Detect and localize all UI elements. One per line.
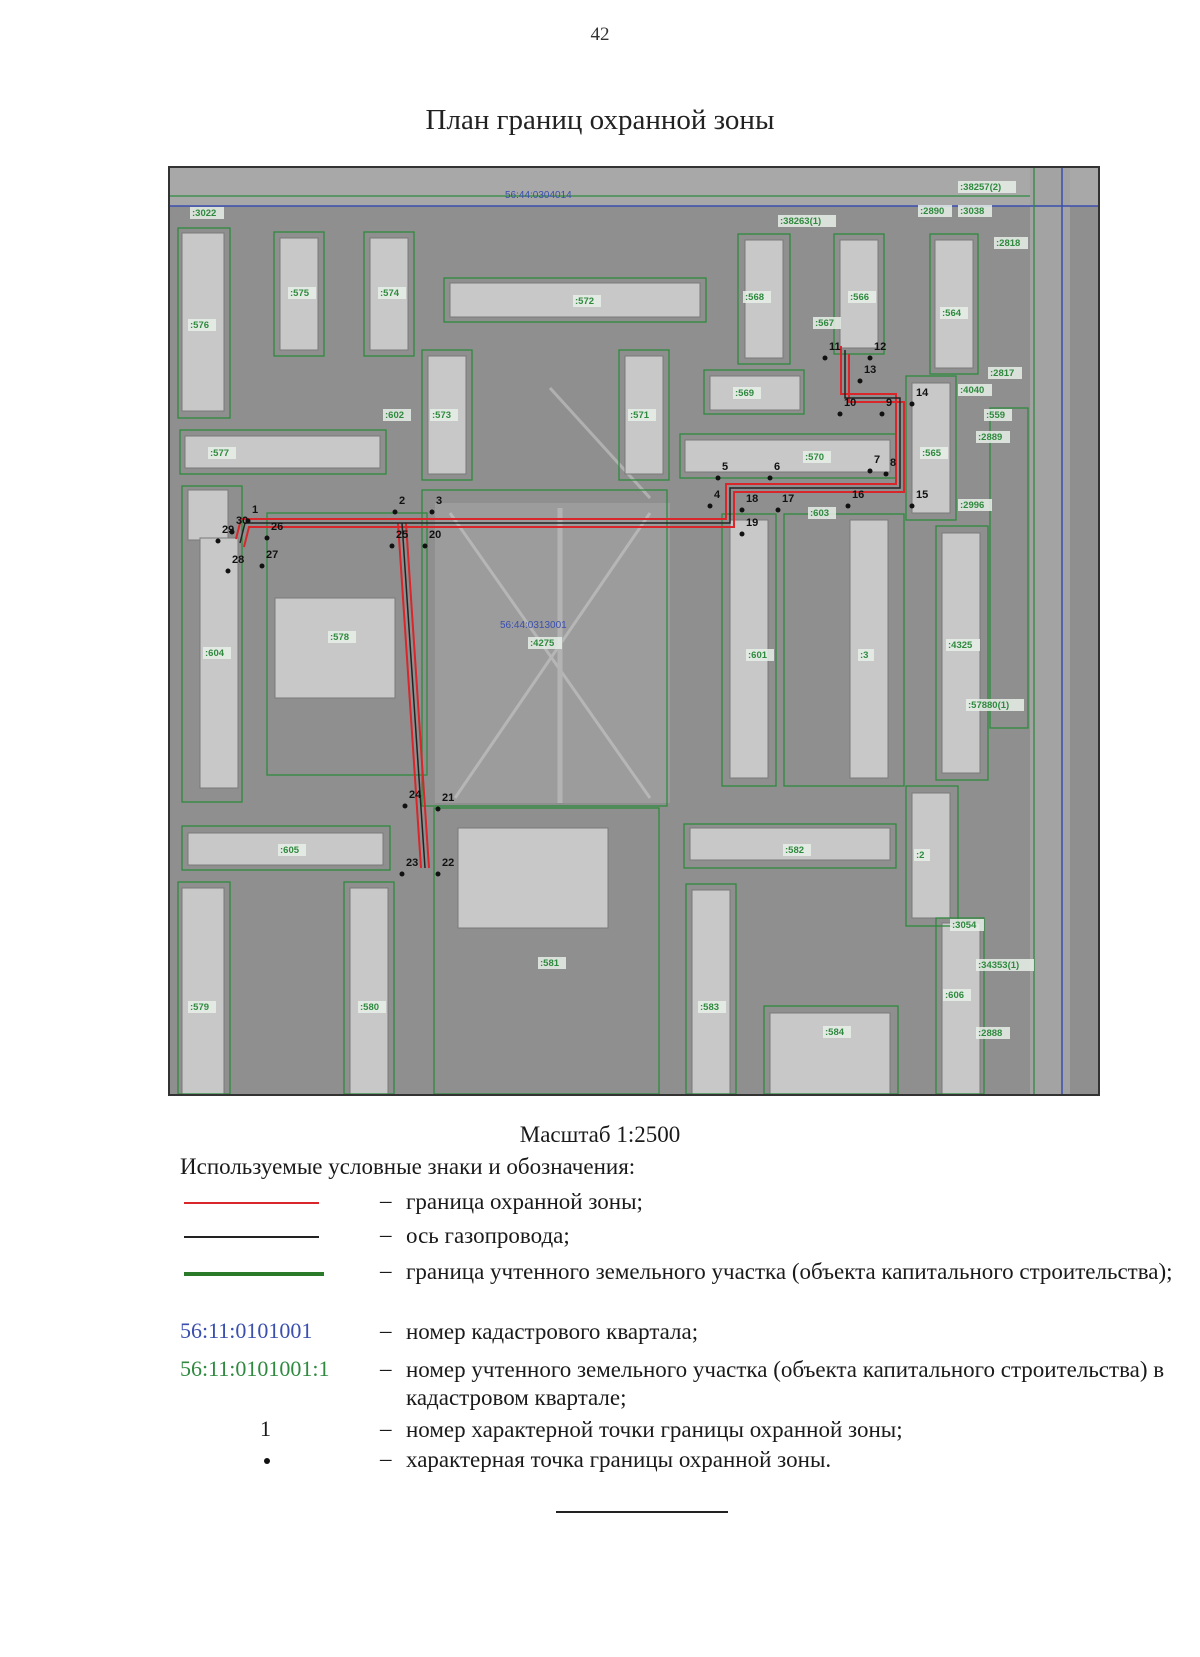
- page-number: 42: [590, 24, 610, 45]
- parcel-number-text: :606: [945, 990, 965, 1001]
- parcel-number-text: :574: [380, 288, 400, 299]
- parcel-number: [958, 181, 1016, 193]
- parcel-number: [778, 215, 836, 227]
- point-number: 29: [222, 524, 235, 536]
- parcel-number-text: :569: [735, 388, 755, 399]
- legend-dash: –: [380, 1416, 392, 1441]
- parcel-number: [976, 431, 1010, 443]
- dot-icon: [264, 1458, 270, 1464]
- legend-text: характерная точка границы охранной зоны.: [406, 1447, 832, 1472]
- point-number: 18: [746, 493, 759, 505]
- parcel-number: [188, 319, 216, 331]
- point-number: 27: [266, 549, 279, 561]
- point-number: 3: [436, 495, 443, 507]
- end-rule: [556, 1511, 728, 1513]
- parcel-number-text: :2889: [978, 432, 1003, 443]
- characteristic-point: [430, 510, 435, 515]
- parcel-number-text: :3038: [960, 206, 985, 217]
- parcel-number: [976, 1027, 1010, 1039]
- parcel-number-text: :57880(1): [968, 700, 1010, 711]
- characteristic-point: [436, 807, 441, 812]
- parcel-number: [976, 959, 1034, 971]
- characteristic-point: [838, 412, 843, 417]
- legend-symbol: 56:11:0101001:1: [180, 1356, 330, 1381]
- quarter-number: 56:44:0313001: [500, 620, 567, 631]
- parcel-number-text: :582: [785, 845, 805, 856]
- characteristic-point: [740, 508, 745, 513]
- point-number: 11: [829, 341, 841, 353]
- parcel-number-text: :604: [205, 648, 225, 659]
- parcel-number-text: :565: [922, 448, 942, 459]
- legend-text: номер учтенного земельного участка (объекта капитального строительства) в кадастровом квартале;: [406, 1357, 1165, 1410]
- black-line-icon: [184, 1236, 319, 1238]
- legend-dash: –: [380, 1356, 392, 1381]
- characteristic-point: [776, 508, 781, 513]
- characteristic-point: [390, 544, 395, 549]
- parcel-number-text: :4275: [530, 638, 555, 649]
- point-number: 4: [714, 489, 721, 501]
- parcel-number-text: :580: [360, 1002, 380, 1013]
- red-line-icon: [184, 1202, 319, 1204]
- parcel-number-text: :601: [748, 650, 768, 661]
- parcel-number: [430, 409, 458, 421]
- parcel-number: [994, 237, 1028, 249]
- point-number: 7: [874, 454, 881, 466]
- parcel-number: [958, 205, 992, 217]
- point-number: 30: [236, 515, 249, 527]
- characteristic-point: [265, 536, 270, 541]
- legend-dash: –: [380, 1258, 392, 1283]
- parcel-number-text: :575: [290, 288, 310, 299]
- building: [942, 923, 980, 1094]
- parcel-number-text: :38263(1): [780, 216, 822, 227]
- characteristic-point: [260, 564, 265, 569]
- quarter-number: 56:44:0304014: [505, 190, 572, 201]
- characteristic-point: [880, 412, 885, 417]
- legend-text: номер характерной точки границы охранной зоны;: [406, 1417, 903, 1442]
- legend-symbol: 56:11:0101001: [180, 1318, 313, 1343]
- characteristic-point: [716, 476, 721, 481]
- parcel-number: [743, 291, 771, 303]
- characteristic-point: [868, 356, 873, 361]
- parcel-number: [823, 1026, 851, 1038]
- legend-symbol: 1: [260, 1416, 271, 1441]
- point-number: 10: [844, 397, 857, 409]
- point-number: 15: [916, 489, 929, 501]
- characteristic-point: [216, 539, 221, 544]
- scale-label: Масштаб 1:2500: [519, 1122, 681, 1147]
- point-number: 20: [429, 529, 442, 541]
- parcel-number: [203, 647, 231, 659]
- parcel-number-text: :2890: [920, 206, 945, 217]
- characteristic-point: [740, 532, 745, 537]
- point-number: 26: [271, 521, 284, 533]
- parcel-number: [958, 384, 992, 396]
- parcel-number: [733, 387, 761, 399]
- point-number: 8: [890, 457, 897, 469]
- parcel-number: [813, 317, 841, 329]
- characteristic-point: [400, 872, 405, 877]
- characteristic-point: [846, 504, 851, 509]
- parcel-number-text: :584: [825, 1027, 845, 1038]
- characteristic-point: [910, 504, 915, 509]
- legend-dash: –: [380, 1188, 392, 1213]
- parcel-number-text: :568: [745, 292, 765, 303]
- parcel-number-text: :572: [575, 296, 595, 307]
- parcel-number: [984, 409, 1012, 421]
- building: [182, 888, 224, 1094]
- characteristic-point: [768, 476, 773, 481]
- parcel-number: [190, 207, 224, 219]
- parcel-number: [278, 844, 306, 856]
- parcel-number: [946, 639, 980, 651]
- parcel-number-text: :583: [700, 1002, 720, 1013]
- page-title: План границ охранной зоны: [425, 104, 775, 136]
- parcel-number: [940, 307, 968, 319]
- parcel-number: [803, 451, 831, 463]
- parcel-number-text: :571: [630, 410, 650, 421]
- characteristic-point: [436, 872, 441, 877]
- building: [770, 1013, 890, 1094]
- point-number: 17: [782, 493, 795, 505]
- point-number: 2: [399, 495, 406, 507]
- characteristic-point: [423, 544, 428, 549]
- legend-dash: –: [380, 1222, 392, 1247]
- parcel-number-text: :3: [860, 650, 869, 661]
- parcel-number: [943, 989, 971, 1001]
- point-number: 13: [864, 364, 877, 376]
- point-number: 1: [252, 504, 259, 516]
- parcel-number: [378, 287, 406, 299]
- parcel-number-text: :581: [540, 958, 560, 969]
- parcel-number-text: :578: [330, 632, 350, 643]
- characteristic-point: [708, 504, 713, 509]
- parcel-number: [848, 291, 876, 303]
- legend-text: номер кадастрового квартала;: [406, 1319, 699, 1344]
- parcel-number-text: :577: [210, 448, 230, 459]
- parcel-number: [383, 409, 411, 421]
- point-number: 6: [774, 461, 781, 473]
- building: [275, 598, 395, 698]
- parcel-number: [698, 1001, 726, 1013]
- building: [685, 440, 890, 472]
- parcel-number: [528, 637, 562, 649]
- parcel-number: [288, 287, 316, 299]
- building: [935, 240, 973, 368]
- point-number: 12: [874, 341, 887, 353]
- parcel-number: [914, 849, 930, 861]
- building: [200, 538, 238, 788]
- legend-dash: –: [380, 1318, 392, 1343]
- point-number: 9: [886, 397, 893, 409]
- parcel-number: [950, 919, 984, 931]
- parcel-number: [538, 957, 566, 969]
- legend-dash: –: [380, 1446, 392, 1471]
- characteristic-point: [910, 402, 915, 407]
- parcel-number: [188, 1001, 216, 1013]
- point-number: 5: [722, 461, 729, 473]
- parcel-number-text: :579: [190, 1002, 210, 1013]
- parcel-number-text: :4040: [960, 385, 985, 396]
- parcel-number: [208, 447, 236, 459]
- point-number: 21: [442, 792, 455, 804]
- characteristic-point: [393, 510, 398, 515]
- parcel-number-text: :3022: [192, 208, 217, 219]
- parcel-number-text: :566: [850, 292, 870, 303]
- map-frame: [168, 166, 1100, 1096]
- parcel-number: [783, 844, 811, 856]
- characteristic-point: [226, 569, 231, 574]
- parcel-number-text: :603: [810, 508, 830, 519]
- legend-text: граница учтенного земельного участка (объекта капитального строительства);: [406, 1259, 1173, 1284]
- parcel-number: [746, 649, 774, 661]
- parcel-number-text: :2817: [990, 368, 1015, 379]
- building: [458, 828, 608, 928]
- characteristic-point: [403, 804, 408, 809]
- parcel-number: [808, 507, 836, 519]
- building: [692, 890, 730, 1094]
- parcel-number: [573, 295, 601, 307]
- characteristic-point: [858, 379, 863, 384]
- parcel-number: [988, 367, 1022, 379]
- characteristic-point: [868, 469, 873, 474]
- building: [350, 888, 388, 1094]
- legend-title: Используемые условные знаки и обозначения:: [180, 1154, 636, 1179]
- characteristic-point: [884, 472, 889, 477]
- point-number: 23: [406, 857, 419, 869]
- parcel-number-text: :38257(2): [960, 182, 1002, 193]
- parcel-number-text: :564: [942, 308, 962, 319]
- parcel-number: [628, 409, 656, 421]
- point-number: 24: [409, 789, 422, 801]
- point-number: 28: [232, 554, 245, 566]
- parcel-number-text: :567: [815, 318, 835, 329]
- parcel-number: [858, 649, 874, 661]
- parcel-number: [958, 499, 992, 511]
- parcel-number-text: :602: [385, 410, 405, 421]
- point-number: 25: [396, 529, 409, 541]
- parcel-number-text: :570: [805, 452, 825, 463]
- point-number: 19: [746, 517, 759, 529]
- parcel-number-text: :605: [280, 845, 300, 856]
- parcel-number: [358, 1001, 386, 1013]
- parcel-number: [966, 699, 1024, 711]
- parcel-number-text: :34353(1): [978, 960, 1020, 971]
- point-number: 16: [852, 489, 865, 501]
- parcel-number-text: :3054: [952, 920, 977, 931]
- parcel-number-text: :573: [432, 410, 452, 421]
- parcel-number-text: :2: [916, 850, 925, 861]
- parcel-number: [920, 447, 948, 459]
- building: [942, 533, 980, 773]
- parcel-number-text: :559: [986, 410, 1006, 421]
- parcel-number-text: :2818: [996, 238, 1021, 249]
- parcel-number-text: :576: [190, 320, 210, 331]
- legend-text: ось газопровода;: [406, 1223, 570, 1248]
- green-line-icon: [184, 1272, 324, 1276]
- parcel-number-text: :4325: [948, 640, 973, 651]
- parcel-number-text: :2888: [978, 1028, 1003, 1039]
- point-number: 14: [916, 387, 929, 399]
- parcel-number: [918, 205, 952, 217]
- legend-text: граница охранной зоны;: [406, 1189, 643, 1214]
- parcel-number-text: :2996: [960, 500, 985, 511]
- characteristic-point: [823, 356, 828, 361]
- point-number: 22: [442, 857, 455, 869]
- parcel-number: [328, 631, 356, 643]
- road-right: [1030, 168, 1070, 1094]
- map-canvas: [170, 168, 1098, 1094]
